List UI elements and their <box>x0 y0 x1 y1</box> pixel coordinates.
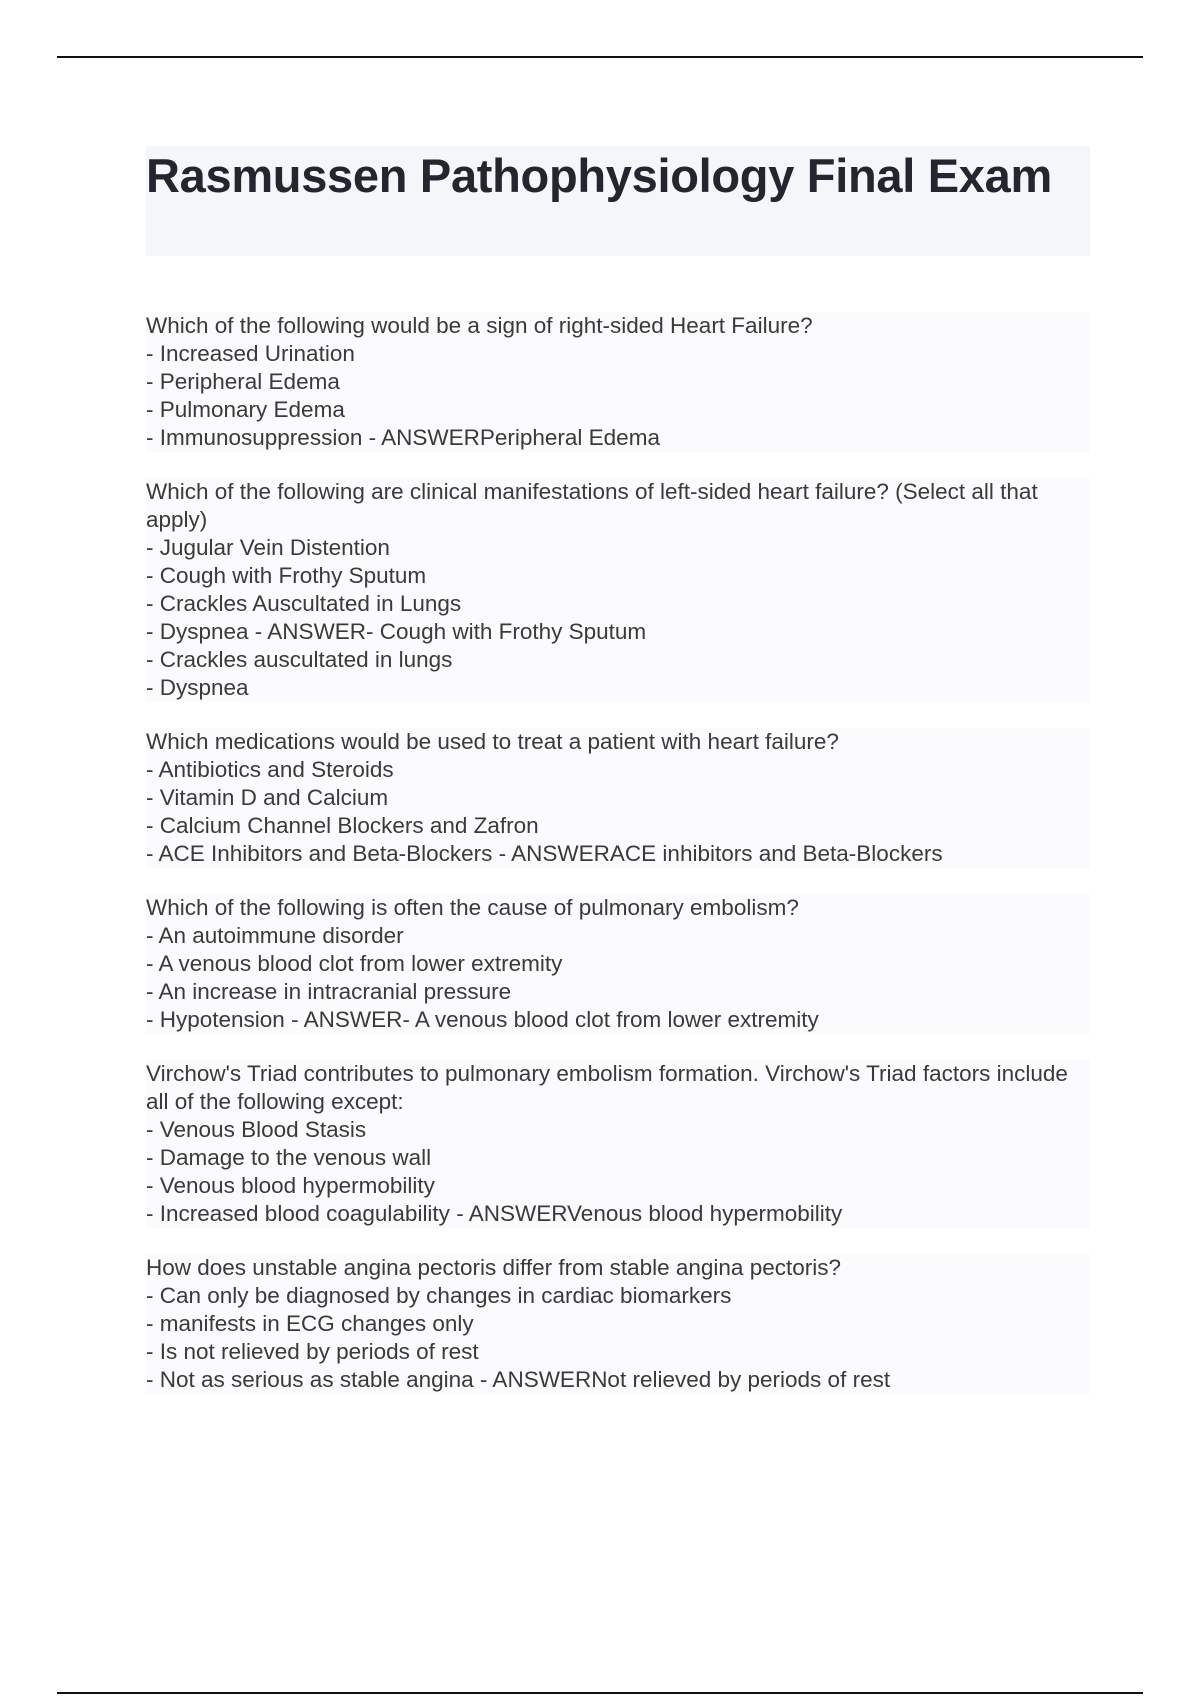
answer-option: - An increase in intracranial pressure <box>146 979 512 1004</box>
answer-option: - Jugular Vein Distention <box>146 535 390 560</box>
title-block <box>146 146 1090 256</box>
question-block <box>146 894 1090 1034</box>
question-block <box>146 728 1090 868</box>
question-text: Which of the following is often the cause of pulmonary embolism? <box>146 895 799 920</box>
question-text: Which of the following are clinical manifestations of left-sided heart failure? (Select all that apply) <box>146 479 1044 532</box>
question-text: Virchow's Triad contributes to pulmonary embolism formation. Virchow's Triad factors include all of the following except: <box>146 1061 1075 1114</box>
bottom-divider <box>57 1692 1143 1694</box>
answer-option: - Vitamin D and Calcium <box>146 785 389 810</box>
answer-option: - Crackles auscultated in lungs <box>146 647 453 672</box>
answer-option: - Increased Urination <box>146 341 355 366</box>
answer-option: - A venous blood clot from lower extremity <box>146 951 563 976</box>
question-block <box>146 478 1090 702</box>
question-text: Which of the following would be a sign of right-sided Heart Failure? <box>146 313 813 338</box>
answer-option: - Crackles Auscultated in Lungs <box>146 591 462 616</box>
answer-option: - Calcium Channel Blockers and Zafron <box>146 813 539 838</box>
answer-option: - Cough with Frothy Sputum <box>146 563 427 588</box>
answer-option: - Can only be diagnosed by changes in cardiac biomarkers <box>146 1283 732 1308</box>
answer-option: - Dyspnea <box>146 675 249 700</box>
answer-option: - An autoimmune disorder <box>146 923 404 948</box>
answer-option: - Venous Blood Stasis <box>146 1117 367 1142</box>
answer-option: - Is not relieved by periods of rest <box>146 1339 479 1364</box>
answer-option: - Immunosuppression - ANSWERPeripheral Edema <box>146 425 660 450</box>
answer-option: - ACE Inhibitors and Beta-Blockers - ANSWERACE inhibitors and Beta-Blockers <box>146 841 943 866</box>
page-title: Rasmussen Pathophysiology Final Exam <box>146 149 1052 202</box>
question-block <box>146 1060 1090 1228</box>
answer-option: - Pulmonary Edema <box>146 397 345 422</box>
answer-option: - Dyspnea - ANSWER- Cough with Frothy Sputum <box>146 619 647 644</box>
answer-option: - Damage to the venous wall <box>146 1145 432 1170</box>
question-block <box>146 312 1090 452</box>
answer-option: - Hypotension - ANSWER- A venous blood clot from lower extremity <box>146 1007 819 1032</box>
question-block <box>146 1254 1090 1394</box>
question-text: How does unstable angina pectoris differ from stable angina pectoris? <box>146 1255 841 1280</box>
questions-list <box>146 312 1090 1420</box>
top-divider <box>57 56 1143 58</box>
answer-option: - Peripheral Edema <box>146 369 340 394</box>
answer-option: - manifests in ECG changes only <box>146 1311 474 1336</box>
answer-option: - Venous blood hypermobility <box>146 1173 435 1198</box>
answer-option: - Not as serious as stable angina - ANSWERNot relieved by periods of rest <box>146 1367 891 1392</box>
question-text: Which medications would be used to treat a patient with heart failure? <box>146 729 839 754</box>
answer-option: - Antibiotics and Steroids <box>146 757 394 782</box>
answer-option: - Increased blood coagulability - ANSWERVenous blood hypermobility <box>146 1201 843 1226</box>
